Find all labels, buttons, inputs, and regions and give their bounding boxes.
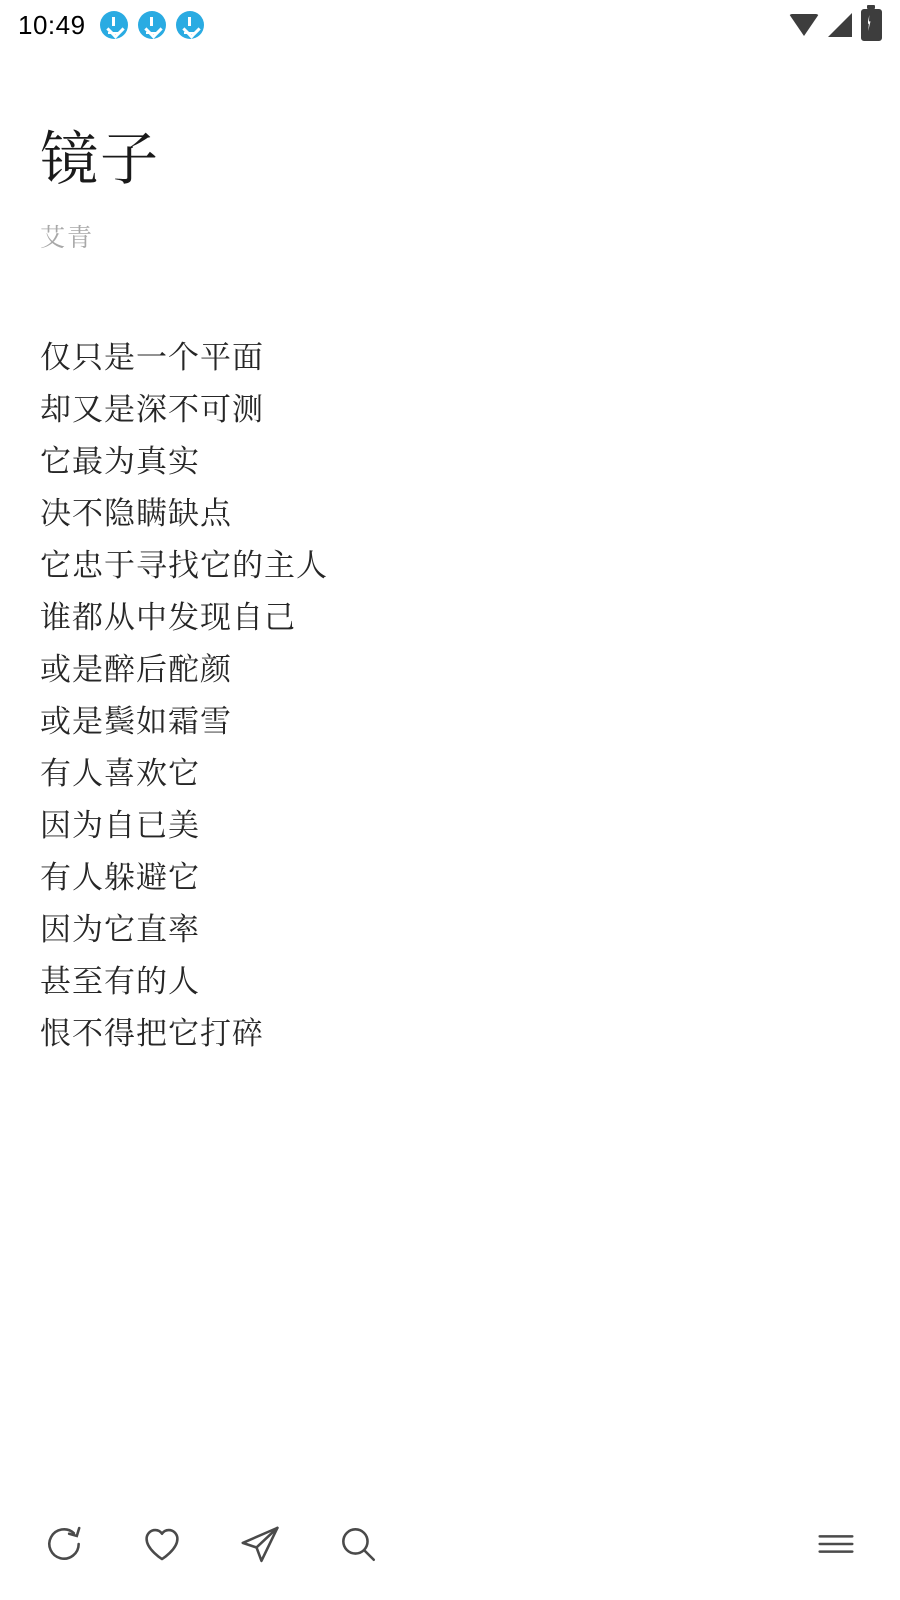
status-time: 10:49 (18, 9, 86, 40)
cellular-signal-icon (828, 13, 852, 37)
poem-line: 因为它直率 (40, 911, 200, 947)
send-icon[interactable] (236, 1520, 284, 1568)
poem-line: 因为自已美 (40, 807, 200, 843)
poem-line: 它最为真实 (40, 443, 200, 479)
poem-line: 甚至有的人 (40, 963, 200, 999)
poem-line: 有人喜欢它 (40, 755, 200, 791)
refresh-icon[interactable] (40, 1520, 88, 1568)
status-system-icons (789, 9, 882, 41)
status-bar (0, 0, 900, 50)
download-badge-icon (100, 11, 128, 39)
wifi-icon (789, 14, 819, 36)
poem-line: 它忠于寻找它的主人 (40, 547, 328, 583)
hamburger-menu-icon[interactable] (812, 1520, 860, 1568)
search-icon[interactable] (334, 1520, 382, 1568)
download-badge-icon (176, 11, 204, 39)
poem-line: 恨不得把它打碎 (40, 1015, 264, 1051)
poem-content (0, 50, 900, 1060)
poem-line: 或是醉后酡颜 (40, 651, 232, 687)
page-title: 镜子 (40, 127, 161, 192)
poem-line: 却又是深不可测 (40, 391, 264, 427)
poem-line: 或是鬓如霜雪 (40, 703, 232, 739)
battery-charging-icon (861, 9, 882, 41)
poem-line: 仅只是一个平面 (40, 339, 264, 375)
download-badge-icon (138, 11, 166, 39)
poem-author: 艾青 (40, 223, 95, 252)
status-notification-icons (100, 11, 204, 39)
bottom-toolbar (0, 1488, 900, 1600)
poem-line: 有人躲避它 (40, 859, 200, 895)
poem-line: 决不隐瞒缺点 (40, 495, 232, 531)
heart-icon[interactable] (138, 1520, 186, 1568)
poem-line: 谁都从中发现自己 (40, 599, 296, 635)
poem-body (40, 332, 860, 1060)
